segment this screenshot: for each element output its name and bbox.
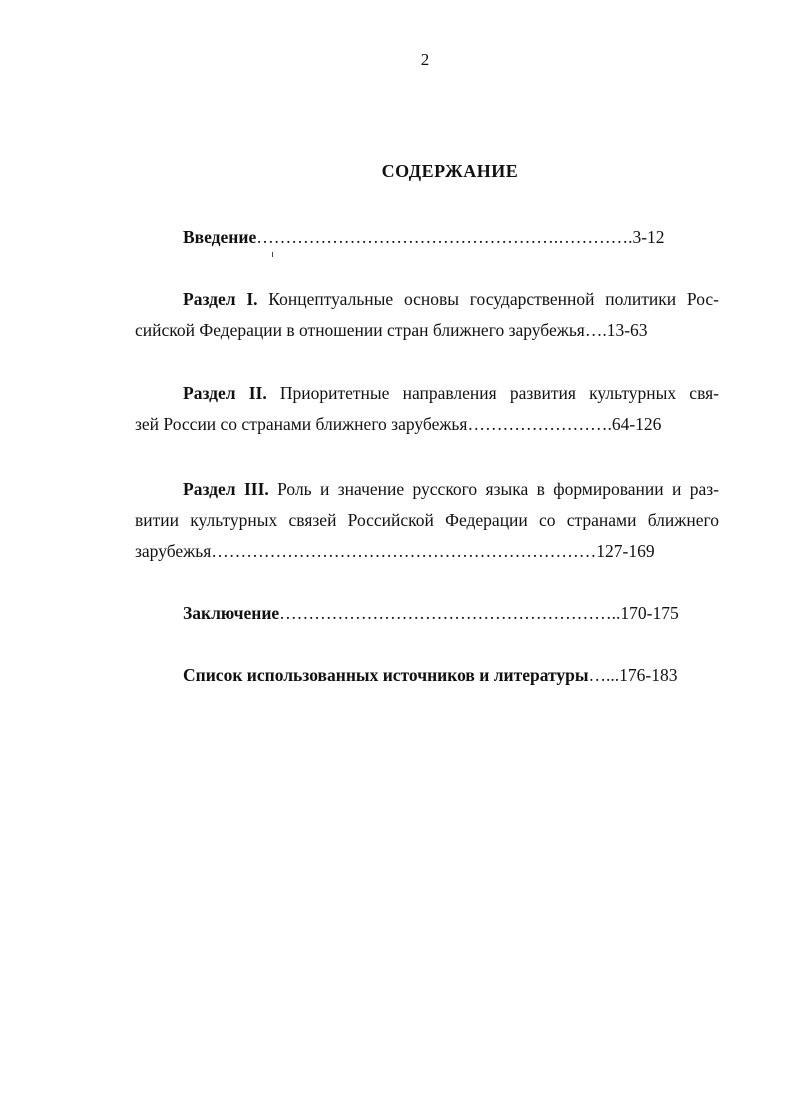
stray-mark <box>272 252 273 257</box>
toc-entry-label: Раздел II. <box>183 383 267 403</box>
toc-dots: ………………………………………………….. <box>279 603 621 623</box>
toc-entry-sources <box>135 660 719 691</box>
page-number: 2 <box>420 50 430 69</box>
toc-entry-text: витии культурных связей Российской Федерации со странами ближнего <box>135 510 719 530</box>
toc-pages: 176-183 <box>619 665 678 685</box>
toc-pages: 64-126 <box>611 414 662 434</box>
page-title: СОДЕРЖАНИЕ <box>381 161 519 181</box>
toc-dots: …………………………………………….…………. <box>256 227 633 247</box>
toc-pages: 127-169 <box>596 541 655 561</box>
toc-entry-label: Список использованных источников и литературы <box>183 665 589 685</box>
toc-entry-text: Приоритетные направления развития культурных свя- <box>266 383 719 403</box>
toc-entry-text: Концептуальные основы государственной политики Рос- <box>257 289 719 309</box>
toc-entry-label: Введение <box>183 227 257 247</box>
toc-entry-section-3 <box>135 474 719 567</box>
toc-dots: ………………………………………………………… <box>211 541 597 561</box>
toc-entry-text: сийской Федерации в отношении стран ближнего зарубежья <box>135 320 585 340</box>
toc-dots: …. <box>584 320 607 340</box>
toc-entry-conclusion <box>135 598 719 629</box>
toc-entry-section-1 <box>135 284 719 346</box>
toc-entry-text: зей России со странами ближнего зарубежья <box>135 414 468 434</box>
toc-entry-section-2 <box>135 378 719 440</box>
toc-entry-label: Раздел I. <box>183 289 258 309</box>
toc-entry-intro <box>135 222 719 253</box>
toc-dots: …... <box>588 665 620 685</box>
toc-entry-label: Заключение <box>183 603 280 623</box>
toc-entry-text: Роль и значение русского языка в формировании и раз- <box>268 479 719 499</box>
toc-pages: 3-12 <box>632 227 665 247</box>
toc-dots: ……………………. <box>467 414 612 434</box>
toc-entry-text: зарубежья <box>135 541 212 561</box>
toc-entry-label: Раздел III. <box>183 479 269 499</box>
toc-pages: 13-63 <box>606 320 648 340</box>
toc-pages: 170-175 <box>620 603 679 623</box>
